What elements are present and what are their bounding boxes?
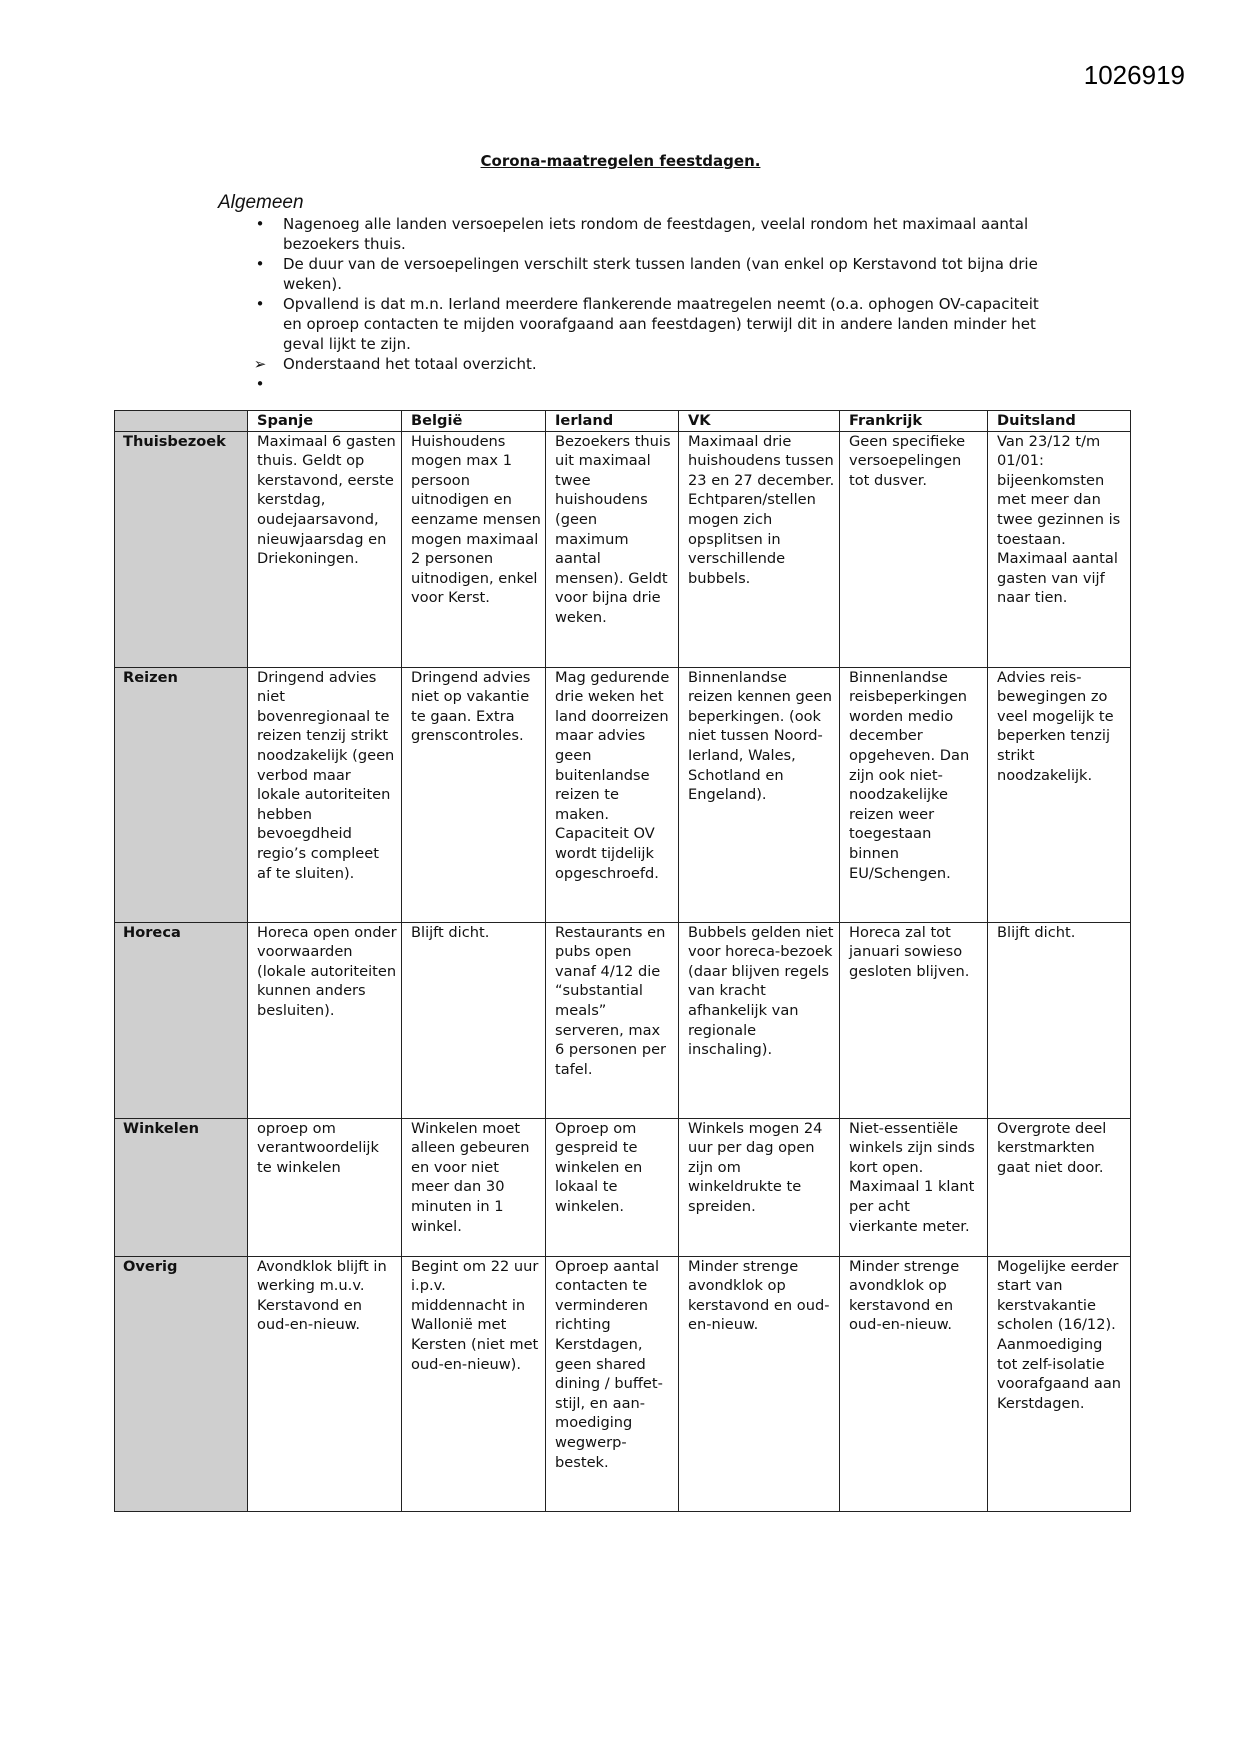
row-header: Reizen xyxy=(115,667,248,922)
table-cell: Bubbels gelden niet voor horeca-bezoek (daar blijven regels van kracht afhankelijk van regionale inschaling). xyxy=(679,922,840,1118)
column-header: Ierland xyxy=(546,411,679,432)
table-row xyxy=(115,1118,1131,1256)
bullet-text: Onderstaand het totaal overzicht. xyxy=(283,355,537,373)
table-cell: Winkelen moet alleen gebeuren en voor niet meer dan 30 minuten in 1 winkel. xyxy=(402,1118,546,1256)
table-cell: Overgrote deel kerstmarkten gaat niet door. xyxy=(988,1118,1131,1256)
table-row xyxy=(115,922,1131,1118)
section-heading: Algemeen xyxy=(218,192,304,213)
bullet-item xyxy=(250,294,1050,354)
table-cell: Minder strenge avondklok op kerstavond en oud-en-nieuw. xyxy=(679,1256,840,1511)
table-cell: Dringend advies niet bovenregionaal te reizen tenzij strikt noodzakelijk (geen verbod maar lokale autoriteiten hebben bevoegdheid regio’s compleet af te sluiten). xyxy=(248,667,402,922)
table-row xyxy=(115,667,1131,922)
table-row xyxy=(115,431,1131,667)
column-header: Spanje xyxy=(248,411,402,432)
bullet-text: Nagenoeg alle landen versoepelen iets rondom de feestdagen, veelal rondom het maximaal aantal bezoekers thuis. xyxy=(283,215,1029,253)
bullet-icon: • xyxy=(255,295,265,313)
document-id: 1026919 xyxy=(1083,60,1185,90)
bullet-text: Opvallend is dat m.n. Ierland meerdere flankerende maatregelen neemt (o.a. ophogen OV-capaciteit en oproep contacten te mijden voorafgaand aan feestdagen) terwijl dit in andere landen minder het geval lijkt te zijn. xyxy=(283,295,1039,353)
table-cell: Blijft dicht. xyxy=(988,922,1131,1118)
bullet-item xyxy=(250,354,1050,374)
table-cell: Maximaal 6 gasten thuis. Geldt op kerstavond, eerste kerstdag, oudejaarsavond, nieuwjaarsdag en Driekoningen. xyxy=(248,431,402,667)
table-cell: Niet-essentiële winkels zijn sinds kort open. Maximaal 1 klant per acht vierkante meter. xyxy=(840,1118,988,1256)
table-cell: Bezoekers thuis uit maximaal twee huishoudens (geen maximum aantal mensen). Geldt voor bijna drie weken. xyxy=(546,431,679,667)
column-header: Duitsland xyxy=(988,411,1131,432)
table-cell: Geen specifieke versoepelingen tot dusver. xyxy=(840,431,988,667)
table-cell: oproep om verantwoordelijk te winkelen xyxy=(248,1118,402,1256)
bullet-text: De duur van de versoepelingen verschilt sterk tussen landen (van enkel op Kerstavond tot bijna drie weken). xyxy=(283,255,1038,293)
bullet-icon: • xyxy=(255,255,265,273)
bullet-icon: • xyxy=(255,215,265,233)
column-header: VK xyxy=(679,411,840,432)
measures-table xyxy=(114,410,1131,1512)
column-header: Frankrijk xyxy=(840,411,988,432)
table-header-row xyxy=(115,411,1131,432)
row-header: Horeca xyxy=(115,922,248,1118)
bullet-icon: • xyxy=(255,375,265,393)
table-cell: Mag gedurende drie weken het land doorreizen maar advies geen buitenlandse reizen te maken. Capaciteit OV wordt tijdelijk opgeschroefd. xyxy=(546,667,679,922)
table-cell: Avondklok blijft in werking m.u.v. Kerstavond en oud-en-nieuw. xyxy=(248,1256,402,1511)
table-cell: Maximaal drie huishoudens tussen 23 en 27 december. Echtparen/stellen mogen zich opsplitsen in verschillende bubbels. xyxy=(679,431,840,667)
bullet-item xyxy=(250,214,1050,254)
column-header: België xyxy=(402,411,546,432)
table-cell: Winkels mogen 24 uur per dag open zijn om winkeldrukte te spreiden. xyxy=(679,1118,840,1256)
table-cell: Binnenlandse reisbeperkingen worden medio december opgeheven. Dan zijn ook niet-noodzakelijke reizen weer toegestaan binnen EU/Schengen. xyxy=(840,667,988,922)
table-cell: Dringend advies niet op vakantie te gaan. Extra grenscontroles. xyxy=(402,667,546,922)
row-header: Overig xyxy=(115,1256,248,1511)
table-row xyxy=(115,1256,1131,1511)
table-cell: Van 23/12 t/m 01/01: bijeenkomsten met meer dan twee gezinnen is toestaan. Maximaal aantal gasten van vijf naar tien. xyxy=(988,431,1131,667)
table-cell: Begint om 22 uur i.p.v. middennacht in Wallonië met Kersten (niet met oud-en-nieuw). xyxy=(402,1256,546,1511)
table-cell: Blijft dicht. xyxy=(402,922,546,1118)
table-cell: Mogelijke eerder start van kerstvakantie scholen (16/12). Aanmoediging tot zelf-isolatie voorafgaand aan Kerstdagen. xyxy=(988,1256,1131,1511)
table-cell: Horeca open onder voorwaarden (lokale autoriteiten kunnen anders besluiten). xyxy=(248,922,402,1118)
table-cell: Oproep om gespreid te winkelen en lokaal te winkelen. xyxy=(546,1118,679,1256)
row-header: Thuisbezoek xyxy=(115,431,248,667)
bullet-item xyxy=(250,254,1050,294)
row-header: Winkelen xyxy=(115,1118,248,1256)
table-cell: Oproep aantal contacten te verminderen richting Kerstdagen, geen shared dining / buffet-stijl, en aan-moediging wegwerp-bestek. xyxy=(546,1256,679,1511)
table-cell: Horeca zal tot januari sowieso gesloten blijven. xyxy=(840,922,988,1118)
arrow-bullet-icon: ➢ xyxy=(253,355,267,373)
column-header-corner xyxy=(115,411,248,432)
document-title: Corona-maatregelen feestdagen. xyxy=(480,152,761,170)
table-cell: Huishoudens mogen max 1 persoon uitnodigen en eenzame mensen mogen maximaal 2 personen uitnodigen, enkel voor Kerst. xyxy=(402,431,546,667)
table-cell: Restaurants en pubs open vanaf 4/12 die “substantial meals” serveren, max 6 personen per tafel. xyxy=(546,922,679,1118)
table-cell: Binnenlandse reizen kennen geen beperkingen. (ook niet tussen Noord-Ierland, Wales, Schotland en Engeland). xyxy=(679,667,840,922)
table-cell: Advies reis-bewegingen zo veel mogelijk te beperken tenzij strikt noodzakelijk. xyxy=(988,667,1131,922)
table-cell: Minder strenge avondklok op kerstavond en oud-en-nieuw. xyxy=(840,1256,988,1511)
summary-bullet-list xyxy=(250,214,1050,393)
